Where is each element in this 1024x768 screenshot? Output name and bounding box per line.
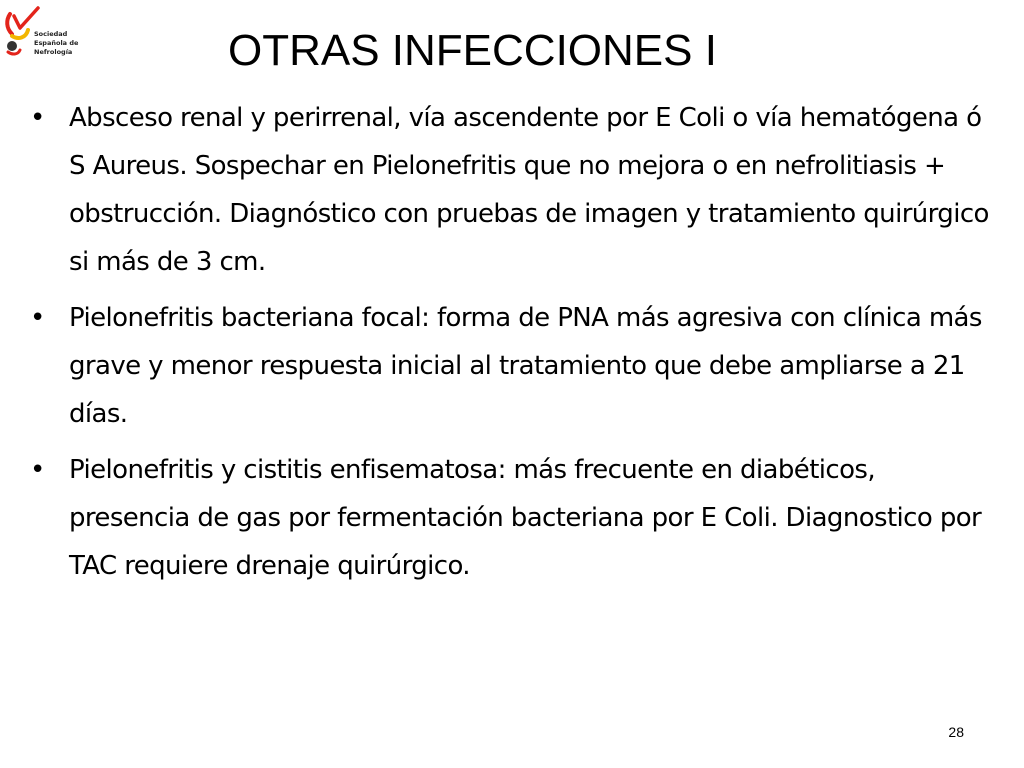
bullet-dot-icon: •: [30, 103, 45, 133]
logo: [0, 0, 90, 70]
bullet-text: Absceso renal y perirrenal, vía ascendente por E Coli o vía hematógena ó S Aureus. Sospechar en Pielonefritis que no mejora o en nefrolitiasis + obstrucción. Diagnóstico con pruebas de imagen y tratamiento quirúrgico si más de 3 cm.: [69, 103, 989, 277]
page-number: 28: [948, 724, 964, 740]
logo-line-3: Nefrología: [34, 48, 73, 56]
bullet-text: Pielonefritis y cistitis enfisematosa: más frecuente en diabéticos, presencia de gas por fermentación bacteriana por E Coli. Diagnostico por TAC requiere drenaje quirúrgico.: [69, 455, 982, 581]
bullet-item: [30, 446, 990, 590]
bullet-text: Pielonefritis bacteriana focal: forma de PNA más agresiva con clínica más grave y menor respuesta inicial al tratamiento que debe ampliarse a 21 días.: [69, 303, 982, 429]
logo-line-1: Sociedad: [34, 30, 68, 38]
slide-title: OTRAS INFECCIONES I: [228, 26, 717, 75]
bullet-list: [30, 94, 990, 598]
bullet-dot-icon: •: [30, 455, 45, 485]
bullet-item: [30, 294, 990, 438]
logo-text: [34, 30, 78, 57]
bullet-item: [30, 94, 990, 286]
logo-line-2: Española de: [34, 39, 79, 47]
bullet-dot-icon: •: [30, 303, 45, 333]
